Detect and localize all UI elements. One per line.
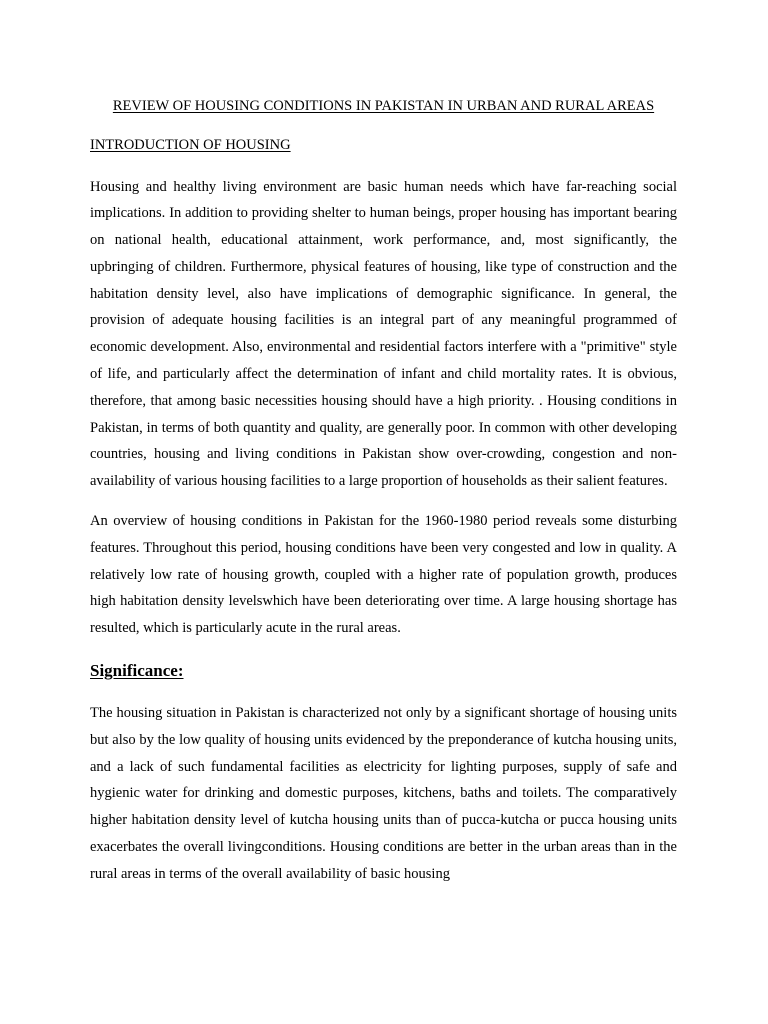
document-page <box>90 93 677 888</box>
paragraph-introduction: Housing and healthy living environment are basic human needs which have far-reaching social implications. In addition to providing shelter to human beings, proper housing has important bearing on national health, educational attainment, work performance, and, most significantly, the upbringing of children. Furthermore, physical features of housing, like type of construction and the habitation density level, also have implications of demographic significance. In general, the provision of adequate housing facilities is an integral part of any meaningful programmed of economic development. Also, environmental and residential factors interfere with a "primitive" style of life, and particularly affect the determination of infant and child mortality rates. It is obvious, therefore, that among basic necessities housing should have a high priority. . Housing conditions in Pakistan, in terms of both quantity and quality, are generally poor. In common with other developing countries, housing and living conditions in Pakistan show over-crowding, congestion and non-availability of various housing facilities to a large proportion of households as their salient features. <box>90 178 677 490</box>
document-title: REVIEW OF HOUSING CONDITIONS IN PAKISTAN IN URBAN AND RURAL AREAS <box>112 98 655 114</box>
section-heading-significance: Significance: <box>90 661 184 681</box>
section-heading-introduction: INTRODUCTION OF HOUSING <box>90 136 291 153</box>
paragraph-overview: An overview of housing conditions in Pakistan for the 1960-1980 period reveals some disturbing features. Throughout this period, housing conditions have been very congested and low in quality. A relatively low rate of housing growth, coupled with a higher rate of population growth, produces high habitation density levelswhich have been deteriorating over time. A large housing shortage has resulted, which is particularly acute in the rural areas. <box>90 513 677 637</box>
paragraph-significance: The housing situation in Pakistan is characterized not only by a significant shortage of housing units but also by the low quality of housing units evidenced by the preponderance of kutcha housing units, and a lack of such fundamental facilities as electricity for lighting purposes, supply of safe and hygienic water for drinking and domestic purposes, kitchens, baths and toilets. The comparatively higher habitation density level of kutcha housing units than of pucca-kutcha or pucca housing units exacerbates the overall livingconditions. Housing conditions are better in the urban areas than in the rural areas in terms of the overall availability of basic housing <box>90 705 677 882</box>
